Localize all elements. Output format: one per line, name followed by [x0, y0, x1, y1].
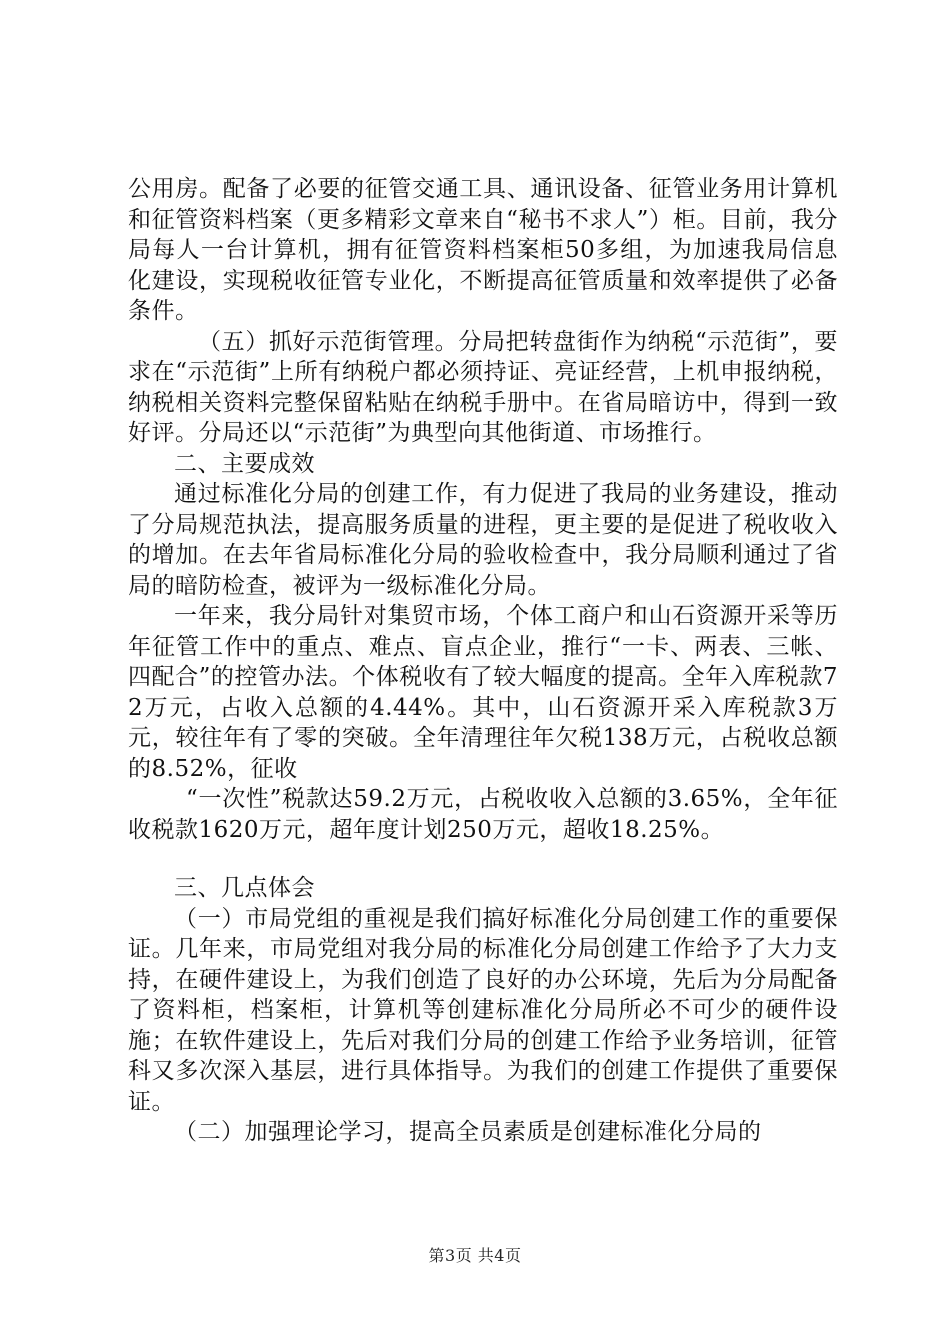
paragraph-demo-street: （五）抓好示范街管理。分局把转盘街作为纳税“示范街”，要求在“示范街”上所有纳税户都必须持证、亮证经营，上机申报纳税，纳税相关资料完整保留粘贴在纳税手册中。在省局暗访中，得到一致好评。分局还以“示范街”为典型向其他街道、市场推行。 — [128, 328, 838, 446]
paragraph-theory-study: （二）加强理论学习，提高全员素质是创建标准化分局的 — [174, 1119, 762, 1145]
section-heading-experience: 三、几点体会 — [174, 875, 315, 901]
paragraph-tax-figures: 一年来，我分局针对集贸市场，个体工商户和山石资源开采等历年征管工作中的重点、难点、盲点企业，推行“一卡、两表、三帐、四配合”的控管办法。个体税收有了较大幅度的提高。全年入库税款72万元，占收入总额的4.44%。其中，山石资源开采入库税款3万元，较往年有了零的突破。全年清理往年欠税138万元，占税收总额的8.52%，征收 — [128, 603, 838, 782]
document-body — [128, 174, 838, 1148]
paragraph-gap — [128, 845, 838, 873]
paragraph-results-overview: 通过标准化分局的创建工作，有力促进了我局的业务建设，推动了分局规范执法，提高服务质量的进程，更主要的是促进了税收收入的增加。在去年省局标准化分局的验收检查中，我分局顺利通过了省局的暗防检查，被评为一级标准化分局。 — [128, 481, 838, 599]
section-heading-main-results: 二、主要成效 — [174, 450, 315, 477]
paragraph-tax-totals: “一次性”税款达59.2万元，占税收收入总额的3.65%，全年征收税款1620万元，超年度计划250万元，超收18.25%。 — [128, 786, 838, 843]
paragraph-leadership-support: （一）市局党组的重视是我们搞好标准化分局创建工作的重要保证。几年来，市局党组对我分局的标准化分局创建工作给予了大力支持，在硬件建设上，为我们创造了良好的办公环境，先后为分局配备了资料柜，档案柜，计算机等创建标准化分局所必不可少的硬件设施；在软件建设上，先后对我们分局的创建工作给予业务培训，征管科又多次深入基层，进行具体指导。为我们的创建工作提供了重要保证。 — [128, 905, 838, 1115]
page-number-footer: 第3页 共4页 — [428, 1246, 522, 1265]
paragraph-office-equipment: 公用房。配备了必要的征管交通工具、通讯设备、征管业务用计算机和征管资料档案（更多精彩文章来自“秘书不求人”）柜。目前，我分局每人一台计算机，拥有征管资料档案柜50多组，为加速我局信息化建设，实现税收征管专业化，不断提高征管质量和效率提供了必备条件。 — [128, 176, 838, 324]
